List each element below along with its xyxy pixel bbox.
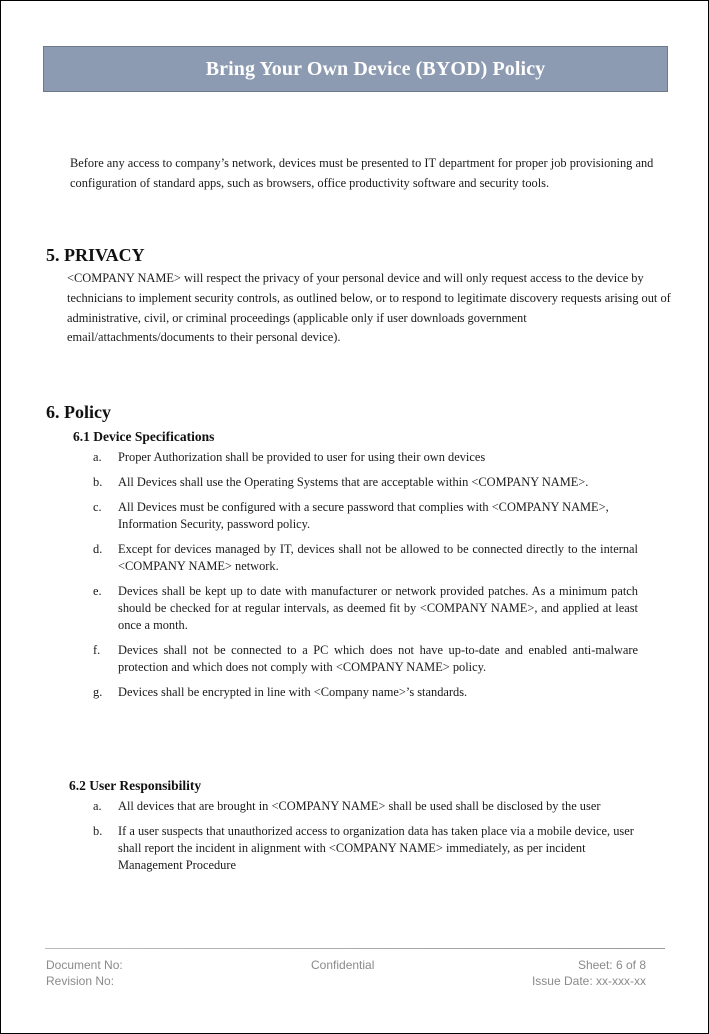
list-marker: a.	[93, 450, 102, 464]
list-marker: g.	[93, 685, 103, 699]
user-responsibility-list	[93, 798, 638, 882]
list-item	[93, 583, 638, 634]
intro-paragraph: Before any access to company’s network, devices must be presented to IT department for proper job provisioning and configuration of standard apps, such as browsers, office productivity software and security tools.	[70, 156, 654, 190]
footer-classification: Confidential	[311, 958, 375, 972]
list-item-text: All devices that are brought in <COMPANY NAME> shall be used shall be disclosed by the user	[118, 799, 601, 813]
list-marker: b.	[93, 824, 103, 838]
list-item-text: Devices shall be encrypted in line with <Company name>’s standards.	[118, 685, 468, 699]
sheet-number: Sheet: 6 of 8	[577, 958, 646, 972]
list-item-text: If a user suspects that unauthorized access to organization data has taken place via a mobile device, user shall report the incident in alignment with <COMPANY NAME> immediately, as per incident Management Procedure	[118, 824, 634, 872]
list-marker: d.	[93, 542, 103, 556]
policy-heading: 6. Policy	[46, 402, 111, 422]
footer-left	[46, 957, 123, 989]
list-item-text: All Devices must be configured with a secure password that complies with <COMPANY NAME>, Information Security, password policy.	[118, 500, 609, 531]
list-item	[93, 474, 638, 491]
device-specifications-list	[93, 449, 638, 709]
privacy-heading: 5. PRIVACY	[46, 245, 145, 265]
list-item	[93, 684, 638, 701]
list-item-text: Devices shall be kept up to date with manufacturer or network provided patches. As a minimum patch should be checked for at regular intervals, as deemed fit by <COMPANY NAME>, and applied at least once a month.	[118, 584, 638, 632]
footer-right	[532, 957, 646, 989]
title-banner	[43, 46, 668, 92]
privacy-paragraph: <COMPANY NAME> will respect the privacy of your personal device and will only request access to the device by technicians to implement security controls, as outlined below, or to respond to legitimate discovery requests arising out of administrative, civil, or criminal proceedings (applicable only if user downloads government email/attachments/documents to their personal device).	[67, 271, 671, 345]
list-item	[93, 499, 638, 533]
list-item	[93, 449, 638, 466]
list-item-text: Proper Authorization shall be provided to user for using their own devices	[118, 450, 486, 464]
list-item-text: Except for devices managed by IT, devices shall not be allowed to be connected directly to the internal <COMPANY NAME> network.	[118, 542, 638, 573]
list-item-text: Devices shall not be connected to a PC which does not have up-to-date and enabled anti-malware protection and which does not comply with <COMPANY NAME> policy.	[118, 643, 638, 674]
list-marker: f.	[93, 643, 101, 657]
list-item-text: All Devices shall use the Operating Systems that are acceptable within <COMPANY NAME>.	[118, 475, 589, 489]
list-item	[93, 798, 638, 815]
document-number-label: Document No:	[46, 958, 123, 972]
issue-date: Issue Date: xx-xxx-xx	[531, 974, 646, 988]
device-specifications-heading: 6.1 Device Specifications	[73, 429, 215, 444]
list-item	[93, 823, 638, 874]
list-item	[93, 541, 638, 575]
revision-number-label: Revision No:	[46, 974, 115, 988]
list-marker: e.	[93, 584, 102, 598]
document-title: Bring Your Own Device (BYOD) Policy	[205, 57, 546, 80]
list-marker: a.	[93, 799, 102, 813]
list-marker: c.	[93, 500, 102, 514]
user-responsibility-heading: 6.2 User Responsibility	[69, 778, 202, 793]
footer-divider	[45, 948, 665, 949]
list-marker: b.	[93, 475, 103, 489]
list-item	[93, 642, 638, 676]
